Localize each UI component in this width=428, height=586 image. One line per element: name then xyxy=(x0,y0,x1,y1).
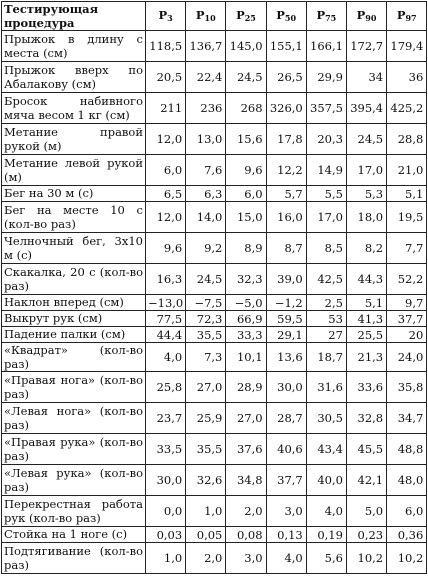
table-cell-value: 31,6 xyxy=(306,372,346,403)
table-cell-value: 10,2 xyxy=(346,543,386,574)
table-cell-value: 0,03 xyxy=(146,527,186,543)
table-cell-value: 19,5 xyxy=(387,202,427,233)
table-cell-value: 28,9 xyxy=(226,372,266,403)
table-cell-value: −13,0 xyxy=(146,295,186,311)
test-procedure-name: Метание правой рукой (м) xyxy=(2,124,146,155)
table-row xyxy=(2,31,427,62)
table-cell-value: 21,0 xyxy=(387,155,427,186)
table-cell-value: 35,5 xyxy=(186,327,226,343)
table-cell-value: 7,7 xyxy=(387,233,427,264)
table-cell-value: 32,8 xyxy=(346,403,386,434)
percentile-table xyxy=(1,1,427,574)
table-cell-value: 211 xyxy=(146,93,186,124)
table-cell-value: 4,0 xyxy=(306,496,346,527)
table-cell-value: 48,0 xyxy=(387,465,427,496)
table-cell-value: 5,1 xyxy=(346,295,386,311)
table-cell-value: 326,0 xyxy=(266,93,306,124)
table-row xyxy=(2,465,427,496)
table-cell-value: 236 xyxy=(186,93,226,124)
table-cell-value: 42,1 xyxy=(346,465,386,496)
table-cell-value: 14,0 xyxy=(186,202,226,233)
table-cell-value: 36 xyxy=(387,62,427,93)
table-cell-value: 34,7 xyxy=(387,403,427,434)
table-cell-value: 29,1 xyxy=(266,327,306,343)
percentile-letter: P xyxy=(316,7,326,22)
table-row xyxy=(2,295,427,311)
test-procedure-name: «Правая нога» (кол-во раз) xyxy=(2,372,146,403)
percentile-letter: P xyxy=(158,7,168,22)
table-cell-value: 22,4 xyxy=(186,62,226,93)
table-cell-value: 268 xyxy=(226,93,266,124)
table-cell-value: 34,8 xyxy=(226,465,266,496)
table-cell-value: 23,7 xyxy=(146,403,186,434)
table-cell-value: 43,4 xyxy=(306,434,346,465)
table-cell-value: 17,0 xyxy=(306,202,346,233)
table-cell-value: 27 xyxy=(306,327,346,343)
table-cell-value: 24,5 xyxy=(226,62,266,93)
table-cell-value: 35,5 xyxy=(186,434,226,465)
table-cell-value: 0,08 xyxy=(226,527,266,543)
table-cell-value: 15,0 xyxy=(226,202,266,233)
table-cell-value: 5,1 xyxy=(387,186,427,202)
table-cell-value: 53 xyxy=(306,311,346,327)
table-cell-value: 77,5 xyxy=(146,311,186,327)
test-procedure-name: Бег на месте 10 с (кол-во раз) xyxy=(2,202,146,233)
table-cell-value: 0,13 xyxy=(266,527,306,543)
table-cell-value: 166,1 xyxy=(306,31,346,62)
table-cell-value: 28,7 xyxy=(266,403,306,434)
table-cell-value: 7,6 xyxy=(186,155,226,186)
table-cell-value: 28,8 xyxy=(387,124,427,155)
table-row xyxy=(2,93,427,124)
table-cell-value: 0,05 xyxy=(186,527,226,543)
table-row xyxy=(2,155,427,186)
table-cell-value: 21,3 xyxy=(346,343,386,372)
table-cell-value: 72,3 xyxy=(186,311,226,327)
table-row xyxy=(2,543,427,574)
table-cell-value: 2,0 xyxy=(186,543,226,574)
table-cell-value: 42,5 xyxy=(306,264,346,295)
table-cell-value: 32,3 xyxy=(226,264,266,295)
table-row xyxy=(2,311,427,327)
table-cell-value: 40,0 xyxy=(306,465,346,496)
test-procedure-name: Подтягивание (кол-во раз) xyxy=(2,543,146,574)
table-header-row xyxy=(2,2,427,31)
test-procedure-name: Стойка на 1 ноге (с) xyxy=(2,527,146,543)
test-procedure-name: «Квадрат» (кол-во раз) xyxy=(2,343,146,372)
table-cell-value: 20 xyxy=(387,327,427,343)
test-procedure-name: Челночный бег, 3х10 м (с) xyxy=(2,233,146,264)
test-procedure-name: Бег на 30 м (с) xyxy=(2,186,146,202)
table-cell-value: 8,5 xyxy=(306,233,346,264)
table-cell-value: 2,0 xyxy=(226,496,266,527)
table-cell-value: 48,8 xyxy=(387,434,427,465)
header-percentile xyxy=(306,2,346,31)
table-cell-value: 33,6 xyxy=(346,372,386,403)
table-cell-value: 6,5 xyxy=(146,186,186,202)
table-cell-value: 44,3 xyxy=(346,264,386,295)
table-cell-value: 5,0 xyxy=(346,496,386,527)
table-cell-value: 118,5 xyxy=(146,31,186,62)
table-cell-value: 20,3 xyxy=(306,124,346,155)
table-cell-value: 425,2 xyxy=(387,93,427,124)
table-cell-value: 20,5 xyxy=(146,62,186,93)
table-cell-value: 8,7 xyxy=(266,233,306,264)
table-cell-value: 8,9 xyxy=(226,233,266,264)
test-procedure-name: «Правая рука» (кол-во раз) xyxy=(2,434,146,465)
header-percentile xyxy=(186,2,226,31)
table-cell-value: 37,7 xyxy=(387,311,427,327)
table-cell-value: 5,7 xyxy=(266,186,306,202)
table-cell-value: 6,3 xyxy=(186,186,226,202)
table-cell-value: 7,3 xyxy=(186,343,226,372)
table-cell-value: 4,0 xyxy=(146,343,186,372)
table-cell-value: 155,1 xyxy=(266,31,306,62)
header-percentile xyxy=(387,2,427,31)
percentile-subscript: 3 xyxy=(167,12,173,23)
header-percentile xyxy=(266,2,306,31)
table-cell-value: 52,2 xyxy=(387,264,427,295)
percentile-subscript: 25 xyxy=(244,12,256,23)
table-cell-value: 6,0 xyxy=(226,186,266,202)
table-cell-value: 27,0 xyxy=(186,372,226,403)
table-cell-value: 9,6 xyxy=(146,233,186,264)
table-cell-value: 37,6 xyxy=(226,434,266,465)
table-row xyxy=(2,434,427,465)
percentile-subscript: 90 xyxy=(365,12,377,23)
header-percentile xyxy=(146,2,186,31)
table-cell-value: 32,6 xyxy=(186,465,226,496)
table-row xyxy=(2,496,427,527)
percentile-letter: P xyxy=(396,7,406,22)
percentile-subscript: 97 xyxy=(405,12,417,23)
header-procedure: Тестирующая процедура xyxy=(2,2,146,31)
table-row xyxy=(2,233,427,264)
table-cell-value: 41,3 xyxy=(346,311,386,327)
table-cell-value: 0,19 xyxy=(306,527,346,543)
percentile-letter: P xyxy=(356,7,366,22)
table-cell-value: 0,23 xyxy=(346,527,386,543)
table-cell-value: 1,0 xyxy=(146,543,186,574)
table-cell-value: 59,5 xyxy=(266,311,306,327)
percentile-subscript: 75 xyxy=(325,12,337,23)
table-cell-value: 6,0 xyxy=(387,496,427,527)
header-percentile xyxy=(346,2,386,31)
test-procedure-name: Прыжок в длину с места (см) xyxy=(2,31,146,62)
test-procedure-name: Скакалка, 20 с (кол-во раз) xyxy=(2,264,146,295)
table-cell-value: 35,8 xyxy=(387,372,427,403)
table-cell-value: −1,2 xyxy=(266,295,306,311)
table-cell-value: 12,0 xyxy=(146,124,186,155)
table-row xyxy=(2,264,427,295)
table-cell-value: 10,2 xyxy=(387,543,427,574)
table-cell-value: 9,6 xyxy=(226,155,266,186)
table-cell-value: 29,9 xyxy=(306,62,346,93)
header-percentile xyxy=(226,2,266,31)
table-cell-value: 5,5 xyxy=(306,186,346,202)
table-cell-value: 395,4 xyxy=(346,93,386,124)
table-row xyxy=(2,327,427,343)
table-cell-value: 27,0 xyxy=(226,403,266,434)
table-cell-value: 8,2 xyxy=(346,233,386,264)
table-cell-value: 357,5 xyxy=(306,93,346,124)
table-cell-value: 3,0 xyxy=(266,496,306,527)
test-procedure-name: Метание левой рукой (м) xyxy=(2,155,146,186)
table-cell-value: 25,5 xyxy=(346,327,386,343)
table-cell-value: 9,7 xyxy=(387,295,427,311)
table-cell-value: 1,0 xyxy=(186,496,226,527)
test-procedure-name: Прыжок вверх по Абалакову (см) xyxy=(2,62,146,93)
table-cell-value: 2,5 xyxy=(306,295,346,311)
table-cell-value: −5,0 xyxy=(226,295,266,311)
table-cell-value: 25,8 xyxy=(146,372,186,403)
table-cell-value: 12,2 xyxy=(266,155,306,186)
table-cell-value: 25,9 xyxy=(186,403,226,434)
table-cell-value: 66,9 xyxy=(226,311,266,327)
table-row xyxy=(2,403,427,434)
table-cell-value: −7,5 xyxy=(186,295,226,311)
percentile-letter: P xyxy=(276,7,285,22)
table-row xyxy=(2,527,427,543)
table-cell-value: 34 xyxy=(346,62,386,93)
table-cell-value: 145,0 xyxy=(226,31,266,62)
table-cell-value: 39,0 xyxy=(266,264,306,295)
table-cell-value: 18,0 xyxy=(346,202,386,233)
table-cell-value: 37,7 xyxy=(266,465,306,496)
table-cell-value: 0,0 xyxy=(146,496,186,527)
table-cell-value: 18,7 xyxy=(306,343,346,372)
table-cell-value: 40,6 xyxy=(266,434,306,465)
table-cell-value: 30,5 xyxy=(306,403,346,434)
table-cell-value: 24,0 xyxy=(387,343,427,372)
table-cell-value: 136,7 xyxy=(186,31,226,62)
table-cell-value: 0,36 xyxy=(387,527,427,543)
table-row xyxy=(2,124,427,155)
table-cell-value: 17,8 xyxy=(266,124,306,155)
table-cell-value: 17,0 xyxy=(346,155,386,186)
table-cell-value: 26,5 xyxy=(266,62,306,93)
table-cell-value: 10,1 xyxy=(226,343,266,372)
test-procedure-name: Наклон вперед (см) xyxy=(2,295,146,311)
table-cell-value: 30,0 xyxy=(146,465,186,496)
table-cell-value: 16,0 xyxy=(266,202,306,233)
table-row xyxy=(2,372,427,403)
table-cell-value: 14,9 xyxy=(306,155,346,186)
table-cell-value: 5,3 xyxy=(346,186,386,202)
table-cell-value: 12,0 xyxy=(146,202,186,233)
percentile-subscript: 50 xyxy=(284,12,297,23)
table-cell-value: 24,5 xyxy=(186,264,226,295)
table-cell-value: 4,0 xyxy=(266,543,306,574)
table-cell-value: 30,0 xyxy=(266,372,306,403)
table-cell-value: 5,6 xyxy=(306,543,346,574)
percentile-letter: P xyxy=(236,7,245,22)
table-cell-value: 15,6 xyxy=(226,124,266,155)
test-procedure-name: Перекрестная работа рук (кол-во раз) xyxy=(2,496,146,527)
test-procedure-name: Падение палки (см) xyxy=(2,327,146,343)
test-procedure-name: Выкрут рук (см) xyxy=(2,311,146,327)
table-cell-value: 16,3 xyxy=(146,264,186,295)
test-procedure-name: «Левая нога» (кол-во раз) xyxy=(2,403,146,434)
table-cell-value: 179,4 xyxy=(387,31,427,62)
table-cell-value: 13,0 xyxy=(186,124,226,155)
table-body xyxy=(2,31,427,574)
table-cell-value: 9,2 xyxy=(186,233,226,264)
table-cell-value: 44,4 xyxy=(146,327,186,343)
table-cell-value: 13,6 xyxy=(266,343,306,372)
table-row xyxy=(2,186,427,202)
table-row xyxy=(2,202,427,233)
table-cell-value: 24,5 xyxy=(346,124,386,155)
table-cell-value: 3,0 xyxy=(226,543,266,574)
percentile-subscript: 10 xyxy=(204,12,216,23)
table-cell-value: 172,7 xyxy=(346,31,386,62)
table-cell-value: 6,0 xyxy=(146,155,186,186)
test-procedure-name: Бросок набивного мяча весом 1 кг (см) xyxy=(2,93,146,124)
percentile-letter: P xyxy=(195,7,205,22)
table-row xyxy=(2,62,427,93)
test-procedure-name: «Левая рука» (кол-во раз) xyxy=(2,465,146,496)
table-cell-value: 45,5 xyxy=(346,434,386,465)
table-cell-value: 33,3 xyxy=(226,327,266,343)
table-cell-value: 33,5 xyxy=(146,434,186,465)
table-row xyxy=(2,343,427,372)
